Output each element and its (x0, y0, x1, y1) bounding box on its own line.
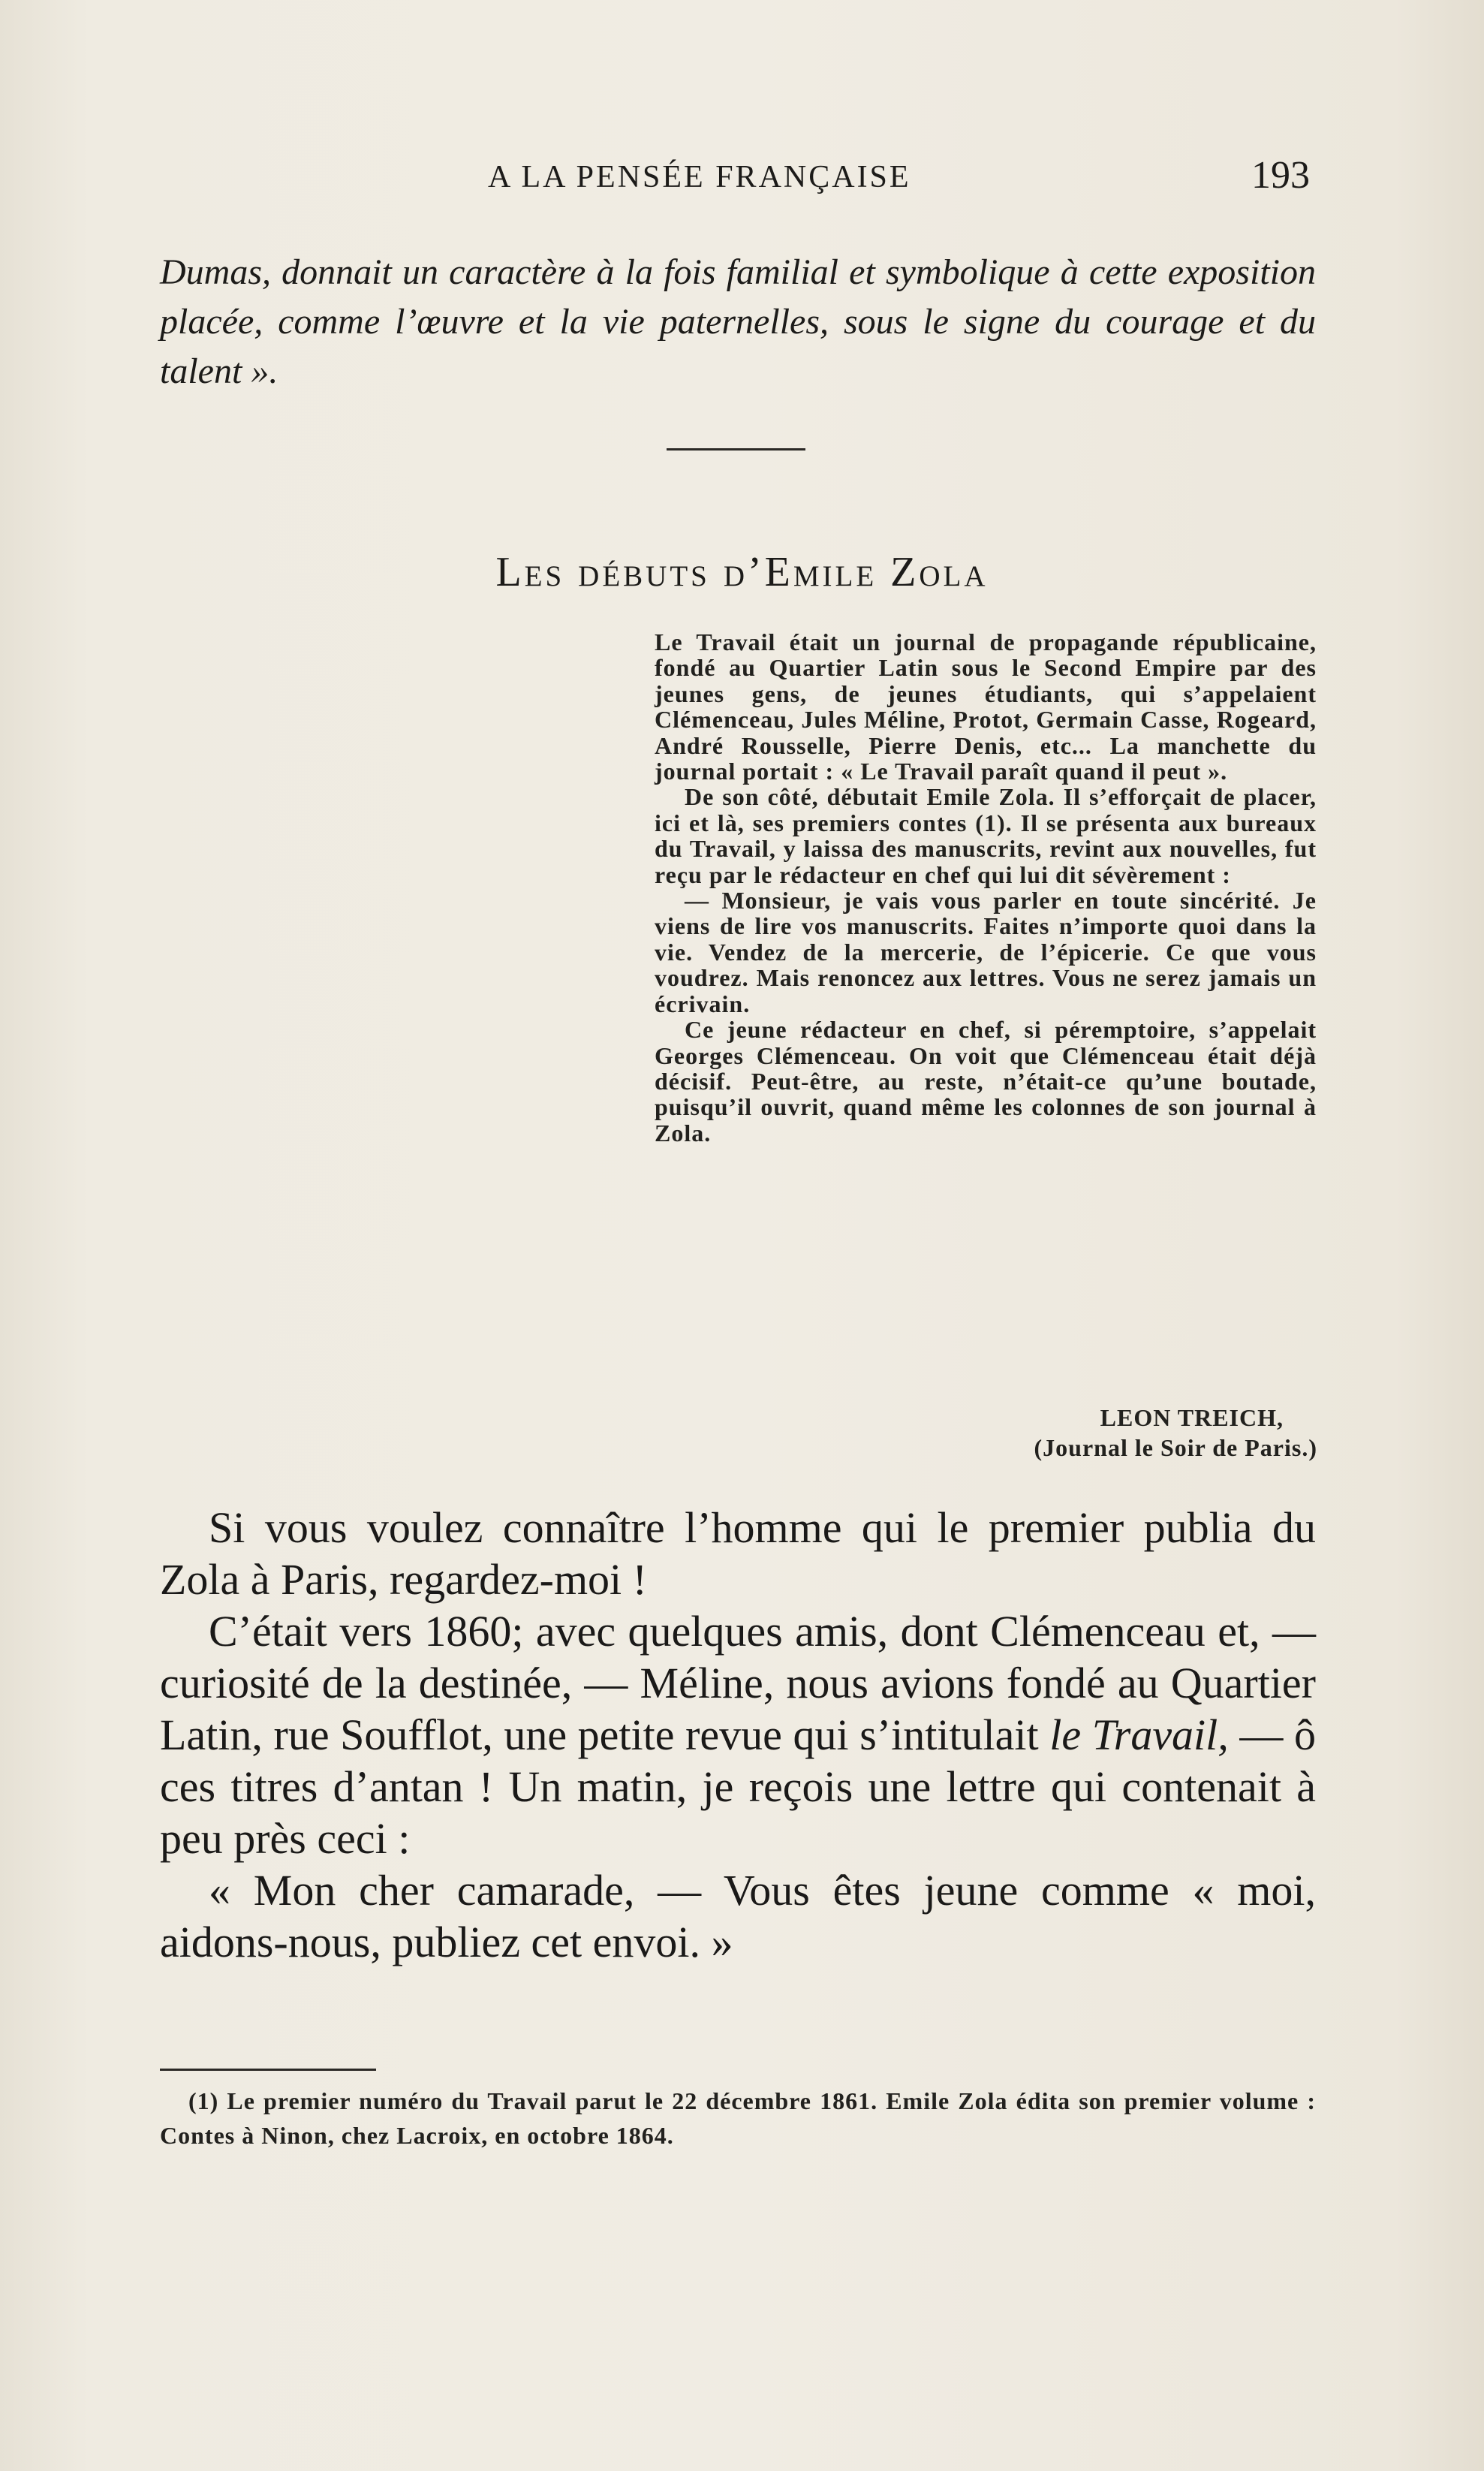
quote-p1-motto: paraît quand il peut ». (974, 758, 1228, 785)
quote-p1-text: était un journal de propagande républicaine, fondé au Quartier Latin sous le Second Empire par des jeunes gens, de jeunes étudiants, qui s’appelaient Clémenceau, Jules Méline, Protot, Germain Casse, Rogeard, André Rousselle, Pierre Denis, etc... La manchette du journal portait : « (655, 628, 1317, 785)
page-number: 193 (1251, 154, 1310, 197)
body-p2-b: — ô ces titres d’antan ! Un matin, je reçois une lettre qui contenait à peu près ceci : (160, 1710, 1316, 1863)
body-p2-a: C’était vers 1860; avec quelques amis, dont Clémenceau et, — curiosité de la destinée, — Méline, nous avions fondé au Quartier Latin, rue Soufflot, une petite revue qui s’intitulait (160, 1607, 1316, 1759)
section-title: Les débuts d’Emile Zola (495, 549, 989, 595)
quote-paragraph-1 (655, 629, 1317, 784)
quote-paragraph-4: Ce jeune rédacteur en chef, si péremptoire, s’appelait Georges Clémenceau. On voit que Clémenceau était déjà décisif. Peut-être, au reste, n’était-ce qu’une boutade, puisqu’il ouvrit, quand même les colonnes de son journal à Zola. (655, 1016, 1317, 1147)
intro-paragraph (160, 248, 1316, 396)
body-paragraph-2 (160, 1605, 1316, 1864)
body-paragraph-1: Si vous voulez connaître l’homme qui le premier publia du Zola à Paris, regardez-moi ! (160, 1503, 1316, 1604)
section-divider (667, 448, 805, 451)
quoted-article (655, 629, 1317, 1146)
review-title: le Travail, (1049, 1710, 1229, 1759)
journal-motto-name: Le Travail (860, 758, 975, 785)
main-text (160, 1502, 1316, 1968)
body-paragraph-3: « Mon cher camarade, — Vous êtes jeune comme « moi, aidons-nous, publiez cet envoi. » (160, 1866, 1316, 1966)
running-head: A LA PENSÉE FRANÇAISE (488, 160, 911, 194)
quote-p2-b: , y laissa des manuscrits, revint aux nouvelles, fut reçu par le rédacteur en chef qui lui dit sévèrement : (655, 835, 1317, 888)
signature-name: LEON TREICH, (1100, 1404, 1284, 1431)
quote-paragraph-2 (655, 784, 1317, 887)
quote-paragraph-3: — Monsieur, je vais vous parler en toute sincérité. Je viens de lire vos manuscrits. Faites n’importe quoi dans la vie. Vendez de la mercerie, de l’épicerie. Ce que vous voudrez. Mais renoncez aux lettres. Vous ne serez jamais un écrivain. (655, 887, 1317, 1017)
journal-name-inline: Travail (689, 835, 769, 863)
signature-source: (Journal le Soir de Paris.) (1034, 1434, 1317, 1461)
footnote: (1) Le premier numéro du Travail parut le 22 décembre 1861. Emile Zola édita son premier volume : Contes à Ninon, chez Lacroix, en octobre 1864. (160, 2087, 1316, 2149)
intro-text: Dumas, donnait un caractère à la fois familial et symbolique à cette exposition placée, comme l’œuvre et la vie paternelles, sous le signe du courage et du talent ». (160, 252, 1316, 391)
quote-signature (792, 1403, 1317, 1463)
quote-p2-a: De son côté, débutait Emile Zola. Il s’efforçait de placer, ici et là, ses premiers contes (1). Il se présenta aux bureaux du (655, 783, 1317, 863)
footnote-rule (160, 2069, 376, 2071)
journal-name: Le Travail (655, 628, 776, 655)
